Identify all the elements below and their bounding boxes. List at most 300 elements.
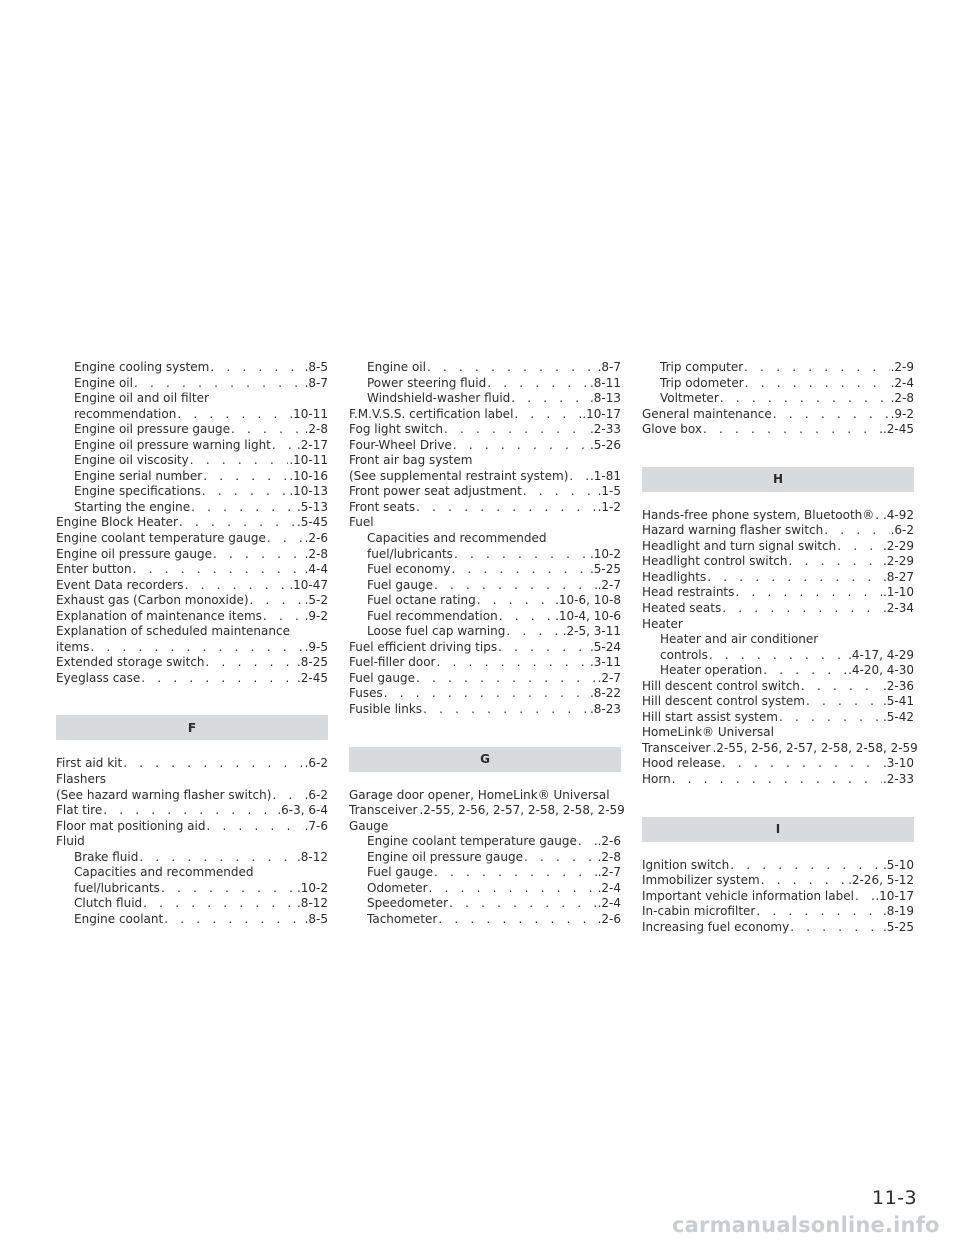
index-entry[interactable]	[56, 515, 328, 531]
index-entry-page[interactable]: .4-92	[882, 507, 914, 522]
index-entry-page[interactable]: .6-3, 6-4	[277, 803, 328, 818]
section-letter-i: I	[642, 817, 914, 842]
index-entry-page[interactable]: .8-5	[304, 911, 328, 926]
dot-leader	[416, 671, 597, 687]
index-entry-label: Engine oil pressure gauge	[56, 546, 212, 561]
index-entry-label: Headlight and turn signal switch	[642, 538, 837, 553]
index-heading: Capacities and recommended	[74, 865, 254, 880]
index-entry-label: Explanation of maintenance items	[56, 608, 262, 623]
index-entry[interactable]	[349, 881, 621, 897]
index-entry[interactable]	[349, 391, 621, 407]
index-entry-page[interactable]: .5-13	[296, 499, 328, 514]
index-entry-page[interactable]: .2-8	[890, 391, 914, 406]
dot-leader	[506, 624, 561, 640]
dot-leader	[164, 912, 303, 928]
index-entry[interactable]	[642, 539, 914, 555]
index-entry-page[interactable]: .2-17	[296, 437, 328, 452]
dot-leader	[498, 640, 589, 656]
dot-leader	[477, 593, 554, 609]
dot-leader	[438, 912, 596, 928]
index-entry-page[interactable]: .10-17	[875, 888, 914, 903]
dot-leader	[720, 391, 890, 407]
index-heading: Fluid	[56, 834, 85, 849]
index-entry-label: Engine coolant temperature gauge	[367, 834, 577, 849]
index-entry-page[interactable]: .8-23	[589, 702, 621, 717]
index-entry-page[interactable]: .2-5, 3-11	[562, 624, 621, 639]
index-entry[interactable]	[56, 655, 328, 671]
dot-leader	[444, 422, 589, 438]
index-entry[interactable]	[56, 547, 328, 563]
index-entry-label: Fog light switch	[349, 422, 443, 437]
index-entry-label: Engine specifications	[74, 484, 201, 499]
index-entry-label: (See hazard warning flasher switch)	[56, 787, 272, 802]
index-entry-page[interactable]: .2-6	[304, 531, 328, 546]
index-entry[interactable]	[349, 484, 621, 500]
dot-leader	[703, 422, 882, 438]
index-entry-page[interactable]: .9-2	[890, 406, 914, 421]
index-entry-label: Trip computer	[660, 360, 744, 374]
index-entry[interactable]	[56, 562, 328, 578]
index-entry-label: items	[56, 639, 90, 654]
index-entry-page[interactable]: .6-2	[890, 523, 914, 538]
index-entry-page[interactable]: .2-7	[597, 865, 621, 880]
index-entry[interactable]	[642, 772, 914, 788]
dot-leader	[523, 484, 597, 500]
index-entry-page[interactable]: .2-36	[882, 678, 914, 693]
index-entry-page[interactable]: .10-6, 10-8	[555, 593, 621, 608]
index-entry-page[interactable]: .5-24	[589, 639, 621, 654]
index-entry-label: Fusible links	[349, 702, 423, 717]
dot-leader	[855, 889, 874, 905]
index-entry-page[interactable]: .4-17, 4-29	[848, 647, 914, 662]
index-entry[interactable]	[642, 710, 914, 726]
dot-leader	[499, 609, 554, 625]
index-entry-label: F.M.V.S.S. certification label	[349, 406, 514, 421]
dot-leader	[202, 484, 288, 500]
index-entry-page[interactable]: .2-7	[597, 670, 621, 685]
index-entry-label: Enter button	[56, 562, 132, 577]
index-entry[interactable]	[642, 740, 918, 757]
index-entry-label: In-cabin microfilter	[642, 904, 756, 919]
dot-leader	[806, 694, 882, 710]
index-entry[interactable]	[642, 694, 914, 710]
index-entry-page[interactable]: .8-27	[882, 569, 914, 584]
index-entry-page[interactable]: .10-2	[296, 880, 328, 895]
index-entry-page[interactable]: .2-4	[890, 375, 914, 390]
dot-leader	[514, 407, 581, 423]
dot-leader	[735, 585, 882, 601]
dot-leader	[141, 671, 296, 687]
index-entry-label: Hill start assist system	[642, 709, 778, 724]
index-entry-page[interactable]: .2-34	[882, 601, 914, 616]
index-entry-page[interactable]: .5-26	[589, 437, 621, 452]
index-entry-page[interactable]: .8-12	[296, 849, 328, 864]
index-entry-page[interactable]: .4-20, 4-30	[848, 663, 914, 678]
index-entry-label: Engine coolant	[74, 911, 164, 926]
index-entry-label: Transceiver	[349, 803, 418, 818]
index-entry[interactable]	[642, 679, 914, 695]
index-entry-page[interactable]: .10-2	[589, 546, 621, 561]
index-entry-page[interactable]: .8-5	[304, 360, 328, 374]
index-entry-label: recommendation	[74, 406, 177, 421]
index-entry-label: Eyeglass case	[56, 670, 141, 685]
index-entry[interactable]	[642, 756, 914, 772]
index-entry-label: Exhaust gas (Carbon monoxide)	[56, 593, 249, 608]
index-entry[interactable]	[642, 391, 914, 407]
index-entry-label: Hill descent control switch	[642, 678, 800, 693]
dot-leader	[722, 601, 882, 617]
index-entry[interactable]	[349, 500, 621, 516]
index-entry-page[interactable]: .8-13	[589, 391, 621, 406]
index-entry[interactable]	[349, 671, 621, 687]
dot-leader	[744, 360, 889, 376]
index-column-2	[349, 360, 625, 928]
index-entry-page[interactable]: .8-12	[296, 896, 328, 911]
index-entry[interactable]	[349, 438, 621, 454]
index-entry[interactable]	[56, 376, 328, 392]
index-entry-label: Power steering fluid	[367, 375, 487, 390]
index-entry-page[interactable]: .8-11	[589, 375, 621, 390]
index-entry-page[interactable]: .5-45	[296, 515, 328, 530]
index-entry[interactable]	[642, 554, 914, 570]
index-entry-label: Transceiver	[642, 740, 711, 755]
index-entry-label: Hood release	[642, 756, 721, 771]
index-entry[interactable]	[56, 881, 328, 897]
index-heading: Front air bag system	[349, 453, 473, 468]
dot-leader	[427, 360, 597, 376]
index-entry-page[interactable]: .10-17	[582, 406, 621, 421]
index-entry-label: Head restraints	[642, 585, 735, 600]
index-entry-page[interactable]: .2-9	[890, 360, 914, 374]
index-entry-label: Brake fluid	[74, 849, 139, 864]
dot-leader	[213, 547, 304, 563]
index-entry-page[interactable]: .2-45	[882, 422, 914, 437]
index-entry-label: Odometer	[367, 880, 428, 895]
dot-leader	[722, 756, 882, 772]
index-entry-label: Tachometer	[367, 911, 438, 926]
index-entry-page[interactable]: .8-19	[882, 904, 914, 919]
index-entry-page[interactable]: .1-81	[589, 468, 621, 483]
index-entry-label: Engine coolant temperature gauge	[56, 531, 266, 546]
index-entry-page[interactable]: .1-10	[882, 585, 914, 600]
index-entry[interactable]	[56, 896, 328, 912]
index-entry-label: Voltmeter	[660, 391, 719, 406]
index-entry-label: Immobilizer system	[642, 873, 760, 888]
section-letter-g: G	[349, 747, 621, 772]
index-entry[interactable]	[56, 531, 328, 547]
index-entry[interactable]	[642, 523, 914, 539]
dot-leader	[161, 881, 296, 897]
index-entry[interactable]	[642, 920, 914, 936]
index-entry[interactable]	[349, 624, 621, 640]
index-entry-page[interactable]: .4-4	[304, 562, 328, 577]
index-entry-page[interactable]: .7-6	[304, 818, 328, 833]
index-entry[interactable]	[56, 438, 328, 454]
dot-leader	[231, 422, 304, 438]
index-entry-page[interactable]: .2-29	[882, 554, 914, 569]
index-entry-page[interactable]: .2-26, 5-12	[848, 873, 914, 888]
index-entry-page[interactable]: .8-25	[296, 655, 328, 670]
index-entry-page[interactable]: .2-4	[597, 880, 621, 895]
index-entry-page[interactable]: .1-2	[597, 499, 621, 514]
index-entry[interactable]	[349, 609, 621, 625]
index-entry-page[interactable]: .8-7	[304, 375, 328, 390]
index-entry[interactable]	[56, 500, 328, 516]
index-entry[interactable]	[56, 819, 328, 835]
index-entry-page[interactable]: .2-6	[597, 911, 621, 926]
index-entry-page[interactable]: .5-2	[304, 593, 328, 608]
index-entry[interactable]	[349, 640, 621, 656]
index-entry-label: Fuel octane rating	[367, 593, 476, 608]
index-entry-label: controls	[660, 647, 708, 662]
index-entry-label: Hands-free phone system, Bluetooth®	[642, 507, 875, 522]
index-entry[interactable]	[642, 570, 914, 586]
index-entry-label: Engine oil pressure warning light	[74, 437, 271, 452]
index-entry[interactable]	[56, 803, 328, 819]
index-entry[interactable]	[642, 585, 914, 601]
index-entry[interactable]	[642, 508, 914, 524]
dot-leader	[416, 500, 596, 516]
index-entry-label: Fuel gauge	[367, 577, 433, 592]
index-entry[interactable]	[349, 865, 621, 881]
index-entry-page[interactable]: .2-45	[296, 670, 328, 685]
index-entry[interactable]	[56, 756, 328, 772]
index-entry[interactable]	[349, 655, 621, 671]
index-entry-label: Speedometer	[367, 896, 449, 911]
dot-leader	[206, 819, 303, 835]
index-heading: Heater and air conditioner	[660, 632, 819, 647]
index-entry[interactable]	[642, 858, 914, 874]
index-entry[interactable]	[56, 453, 328, 469]
index-entry-label: fuel/lubricants	[367, 546, 453, 561]
index-entry-page[interactable]: .1-5	[597, 484, 621, 499]
index-entry-page[interactable]: .3-10	[882, 756, 914, 771]
index-entry-label: Fuel economy	[367, 562, 451, 577]
dot-leader	[761, 873, 847, 889]
index-heading: HomeLink® Universal	[642, 725, 774, 740]
index-entry-page[interactable]: .10-4, 10-6	[555, 608, 621, 623]
index-entry-label: Heater operation	[660, 663, 763, 678]
index-entry-label: Windshield-washer fluid	[367, 391, 511, 406]
index-entry[interactable]	[349, 803, 625, 819]
dot-leader	[875, 508, 882, 524]
dot-leader	[103, 803, 276, 819]
dot-leader	[267, 531, 304, 547]
index-entry-label: Engine oil pressure gauge	[74, 422, 230, 437]
index-entry-page[interactable]: .2-6	[597, 834, 621, 849]
index-entry[interactable]	[642, 422, 914, 438]
index-entry[interactable]	[349, 896, 621, 912]
index-entry[interactable]	[349, 593, 621, 609]
index-entry[interactable]	[56, 640, 328, 656]
index-entry-page[interactable]: .5-42	[882, 709, 914, 724]
dot-leader	[272, 438, 296, 454]
dot-leader	[730, 858, 882, 874]
index-entry[interactable]	[56, 912, 328, 928]
section-letter-h: H	[642, 467, 914, 492]
index-entry[interactable]	[56, 609, 328, 625]
index-entry[interactable]	[349, 850, 621, 866]
index-entry-label: Important vehicle information label	[642, 888, 854, 903]
dot-leader	[578, 834, 597, 850]
index-entry-label: Event Data recorders	[56, 577, 184, 592]
index-entry[interactable]	[56, 850, 328, 866]
index-entry-page[interactable]: .2-4	[597, 896, 621, 911]
index-entry[interactable]	[349, 686, 621, 702]
index-entry-page[interactable]: .3-11	[589, 655, 621, 670]
index-entry[interactable]	[56, 671, 328, 687]
dot-leader	[434, 865, 597, 881]
index-entry-page[interactable]: .8-7	[597, 360, 621, 374]
index-entry-label: Ignition switch	[642, 857, 730, 872]
dot-leader	[801, 679, 882, 695]
index-entry-label: Headlights	[642, 569, 707, 584]
index-entry-page[interactable]: .2-55, 2-56, 2-57, 2-58, 2-58, 2-59	[419, 803, 625, 818]
index-entry-page[interactable]: .10-47	[289, 577, 328, 592]
dot-leader	[837, 539, 882, 555]
index-entry-page[interactable]: .2-33	[882, 772, 914, 787]
index-entry-page[interactable]: .5-41	[882, 694, 914, 709]
index-entry-label: Engine Block Heater	[56, 515, 178, 530]
dot-leader	[434, 578, 597, 594]
index-entry-label: (See supplemental restraint system)	[349, 468, 569, 483]
index-heading: Flashers	[56, 772, 107, 787]
index-entry-page[interactable]: .2-33	[589, 422, 621, 437]
dot-leader	[139, 850, 296, 866]
index-entry-label: Trip odometer	[660, 375, 744, 390]
index-entry-page[interactable]: .10-11	[289, 453, 328, 468]
index-entry-label: fuel/lubricants	[74, 880, 160, 895]
index-entry[interactable]	[349, 578, 621, 594]
index-entry[interactable]	[642, 648, 914, 664]
index-entry-page[interactable]: .9-5	[304, 639, 328, 654]
index-entry-page[interactable]: .10-11	[289, 406, 328, 421]
dot-leader	[672, 772, 882, 788]
index-entry[interactable]	[642, 904, 914, 920]
index-entry-label: Clutch fluid	[74, 896, 143, 911]
index-entry[interactable]	[349, 547, 621, 563]
index-entry[interactable]	[349, 562, 621, 578]
dot-leader	[177, 407, 288, 423]
index-entry-page[interactable]: .10-13	[289, 484, 328, 499]
index-entry[interactable]	[56, 593, 328, 609]
index-entry-label: Engine oil viscosity	[74, 453, 189, 468]
index-entry-page[interactable]: .5-25	[882, 919, 914, 934]
index-entry-label: Engine oil	[367, 360, 426, 374]
index-heading: Capacities and recommended	[367, 531, 547, 546]
dot-leader	[790, 920, 882, 936]
index-entry[interactable]	[349, 912, 621, 928]
index-entry[interactable]	[56, 484, 328, 500]
index-entry-label: Heated seats	[642, 601, 722, 616]
index-entry-label: Front power seat adjustment	[349, 484, 522, 499]
index-entry[interactable]	[56, 422, 328, 438]
dot-leader	[263, 609, 304, 625]
dot-leader	[210, 360, 303, 376]
index-entry[interactable]	[349, 469, 621, 485]
index-entry-label: Horn	[642, 772, 671, 787]
dot-leader	[449, 896, 597, 912]
index-entry-page[interactable]: .10-16	[289, 468, 328, 483]
index-entry-page[interactable]: .5-25	[589, 562, 621, 577]
index-entry[interactable]	[642, 889, 914, 905]
dot-leader	[123, 756, 303, 772]
index-entry-page[interactable]: .2-8	[304, 546, 328, 561]
index-entry-page[interactable]: .2-7	[597, 577, 621, 592]
index-entry[interactable]	[642, 663, 914, 679]
index-entry-label: Engine serial number	[74, 468, 203, 483]
dot-leader	[569, 469, 589, 485]
index-entry-page[interactable]: .6-2	[304, 787, 328, 802]
dot-leader	[90, 640, 303, 656]
index-entry-label: Engine oil	[74, 375, 133, 390]
dot-leader	[773, 407, 890, 423]
index-entry-label: Front seats	[349, 499, 416, 514]
index-entry[interactable]	[56, 407, 328, 423]
index-entry[interactable]	[56, 788, 328, 804]
dot-leader	[191, 500, 296, 516]
index-heading: Fuel	[349, 515, 374, 530]
index-entry[interactable]	[642, 873, 914, 889]
index-entry[interactable]	[349, 376, 621, 392]
index-entry[interactable]	[642, 360, 914, 376]
index-entry[interactable]	[349, 834, 621, 850]
index-entry[interactable]	[642, 601, 914, 617]
index-column-3	[642, 360, 918, 935]
index-entry-page[interactable]: .2-8	[304, 422, 328, 437]
index-entry[interactable]	[349, 407, 621, 423]
index-heading: Heater	[642, 616, 683, 631]
index-entry[interactable]	[642, 407, 914, 423]
index-entry-page[interactable]: .2-29	[882, 538, 914, 553]
index-heading: Engine oil and oil filter	[74, 391, 209, 406]
dot-leader	[185, 578, 289, 594]
index-entry-page[interactable]: .5-10	[882, 857, 914, 872]
index-entry[interactable]	[349, 360, 621, 376]
dot-leader	[707, 570, 882, 586]
index-entry-label: Engine cooling system	[74, 360, 210, 374]
index-entry[interactable]	[349, 702, 621, 718]
index-heading: Gauge	[349, 818, 389, 833]
dot-leader	[454, 547, 589, 563]
dot-leader	[272, 788, 303, 804]
dot-leader	[789, 554, 882, 570]
index-entry-label: Loose fuel cap warning	[367, 624, 506, 639]
index-entry-page[interactable]: .9-2	[304, 608, 328, 623]
index-heading: Explanation of scheduled maintenance	[56, 624, 290, 639]
dot-leader	[824, 523, 889, 539]
index-entry[interactable]	[56, 360, 328, 376]
index-entry[interactable]	[56, 578, 328, 594]
index-entry-page[interactable]: .8-22	[589, 686, 621, 701]
page-number: 11-3	[872, 1187, 918, 1209]
index-entry[interactable]	[56, 469, 328, 485]
index-entry-label: Hill descent control system	[642, 694, 805, 709]
dot-leader	[437, 655, 589, 671]
index-entry[interactable]	[642, 376, 914, 392]
dot-leader	[206, 655, 296, 671]
dot-leader	[745, 376, 890, 392]
index-entry-label: Fuel gauge	[349, 670, 415, 685]
index-entry-label: Starting the engine	[74, 499, 191, 514]
index-entry-page[interactable]: .2-8	[597, 849, 621, 864]
index-entry-page[interactable]: .2-55, 2-56, 2-57, 2-58, 2-58, 2-59	[712, 740, 918, 755]
index-entry[interactable]	[349, 422, 621, 438]
dot-leader	[134, 376, 304, 392]
index-entry-label: Fuses	[349, 686, 383, 701]
index-entry-label: Fuel gauge	[367, 865, 433, 880]
index-entry-page[interactable]: .6-2	[304, 756, 328, 771]
